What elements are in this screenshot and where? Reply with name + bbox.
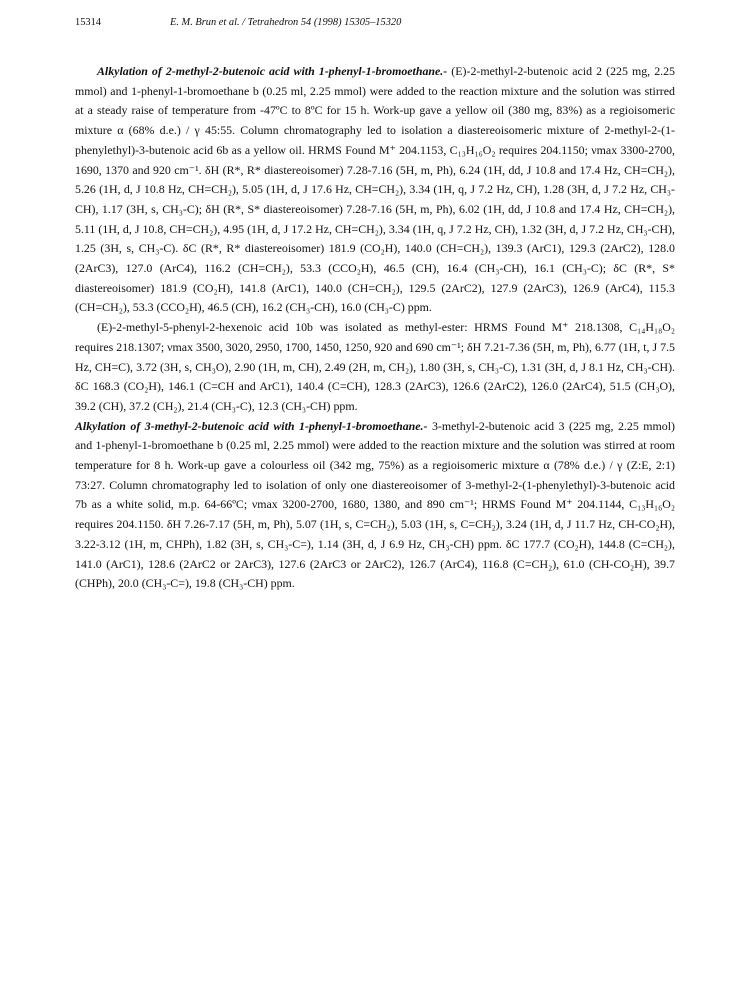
paragraph-alkylation-2-methyl-2-butenoic	[75, 62, 675, 318]
section-heading: Alkylation of 2-methyl-2-butenoic acid with 1-phenyl-1-bromoethane.-	[97, 64, 448, 78]
paragraph-alkylation-3-methyl-2-butenoic	[75, 417, 675, 594]
paragraph-text: (E)-2-methyl-2-butenoic acid 2 (225 mg, 2.25 mmol) and 1-phenyl-1-bromoethane b (0.25 ml, 2.25 mmol) were added to the reaction mixture and the solution was stirred at a steady raise of temperature from -47ºC to 8ºC for 15 h. Work-up gave a yellow oil (380 mg, 83%) as a regioisomeric mixture α (68% d.e.) / γ 45:55. Column chromatography led to isolation a diastereoisomeric mixture of 2-methyl-2-(1-phenylethyl)-3-butenoic acid 6b as a yellow oil. HRMS Found M⁺ 204.1153, C₁₃H₁₆O₂ requires 204.1150; νmax 3300-2700, 1690, 1370 and 920 cm⁻¹. δH (R*, R* diastereoisomer) 7.28-7.16 (5H, m, Ph), 6.24 (1H, dd, J 10.8 and 17.4 Hz, CH=CH₂), 5.26 (1H, d, J 10.8 Hz, CH=CH₂), 5.05 (1H, d, J 17.6 Hz, CH=CH₂), 3.34 (1H, q, J 7.2 Hz, CH), 1.28 (3H, d, J 7.2 Hz, CH₃-CH), 1.17 (3H, s, CH₃-C); δH (R*, S* diastereoisomer) 7.28-7.16 (5H, m, Ph), 6.02 (1H, dd, J 10.8 and 17.4 Hz, CH=CH₂), 5.11 (1H, d, J 10.8, CH=CH₂), 4.95 (1H, d, J 17.2 Hz, CH=CH₂), 3.34 (1H, q, J 7.2 Hz, CH), 1.32 (3H, d, J 7.2 Hz, CH₃-CH), 1.25 (3H, s, CH₃-C). δC (R*, R* diastereoisomer) 181.9 (CO₂H), 140.0 (CH=CH₂), 139.3 (ArC1), 129.3 (2ArC2), 128.0 (2ArC3), 127.0 (ArC4), 116.2 (CH=CH₂), 53.3 (CCO₂H), 46.5 (CH), 16.4 (CH₃-CH), 16.1 (CH₃-C); δC (R*, S* diastereoisomer) 181.9 (CO₂H), 141.8 (ArC1), 140.0 (CH=CH₂), 129.5 (2ArC2), 127.9 (2ArC3), 126.9 (ArC4), 115.3 (CH=CH₂), 53.3 (CCO₂H), 46.5 (CH), 16.2 (CH₃-CH), 16.0 (CH₃-C) ppm.	[75, 64, 675, 315]
body-text	[75, 62, 675, 594]
section-heading: Alkylation of 3-methyl-2-butenoic acid with 1-phenyl-1-bromoethane.-	[75, 418, 428, 433]
paragraph-text: (E)-2-methyl-5-phenyl-2-hexenoic acid 10b was isolated as methyl-ester: HRMS Found M⁺ 218.1308, C₁₄H₁₈O₂ requires 218.1307; νmax 3500, 3020, 2950, 1700, 1450, 1250, 920 and 690 cm⁻¹; δH 7.21-7.36 (5H, m, Ph), 6.77 (1H, t, J 7.5 Hz, CH=C), 3.72 (3H, s, CH₃O), 2.90 (1H, m, CH), 2.49 (2H, m, CH₂), 1.80 (3H, s, CH₃-C), 1.31 (3H, d, J 8.1 Hz, CH₃-CH). δC 168.3 (CO₂H), 146.1 (C=CH and ArC1), 140.4 (C=CH), 128.3 (2ArC3), 126.6 (2ArC2), 126.0 (2ArC4), 51.5 (CH₃O), 39.2 (CH), 37.2 (CH₂), 21.4 (CH₃-C), 12.3 (CH₃-CH) ppm.	[75, 320, 675, 413]
running-head: E. M. Brun et al. / Tetrahedron 54 (1998) 15305–15320	[170, 17, 402, 28]
paragraph-hexenoic-acid-10b	[75, 318, 675, 417]
paragraph-text: 3-methyl-2-butenoic acid 3 (225 mg, 2.25 mmol) and 1-phenyl-1-bromoethane b (0.25 ml, 2.25 mmol) were added to the reaction mixture and the solution was stirred at room temperature for 8 h. Work-up gave a colourless oil (342 mg, 75%) as a regioisomeric mixture α (78% d.e.) / γ (Z:E, 2:1) 73:27. Column chromatography led to isolation of only one diastereoisomer of 3-methyl-2-(1-phenylethyl)-3-butenoic acid 7b as a white solid, m.p. 64-66ºC; νmax 3200-2700, 1680, 1380, and 890 cm⁻¹; HRMS Found M⁺ 204.1144, C₁₃H₁₆O₂ requires 204.1150. δH 7.26-7.17 (5H, m, Ph), 5.07 (1H, s, C=CH₂), 5.03 (1H, s, C=CH₂), 3.24 (1H, d, J 11.7 Hz, CH-CO₂H), 3.22-3.12 (1H, m, CHPh), 1.82 (3H, s, CH₃-C=), 1.14 (3H, d, J 6.9 Hz, CH₃-CH) ppm. δC 177.7 (CO₂H), 144.8 (C=CH₂), 141.0 (ArC1), 128.6 (2ArC2 or 2ArC3), 127.6 (2ArC3 or 2ArC2), 126.7 (ArC4), 116.8 (C=CH₂), 61.0 (CH-CO₂H), 39.7 (CHPh), 20.0 (CH₃-C=), 19.8 (CH₃-CH) ppm.	[75, 418, 675, 591]
page-header	[75, 17, 675, 33]
page-number: 15314	[75, 17, 101, 28]
